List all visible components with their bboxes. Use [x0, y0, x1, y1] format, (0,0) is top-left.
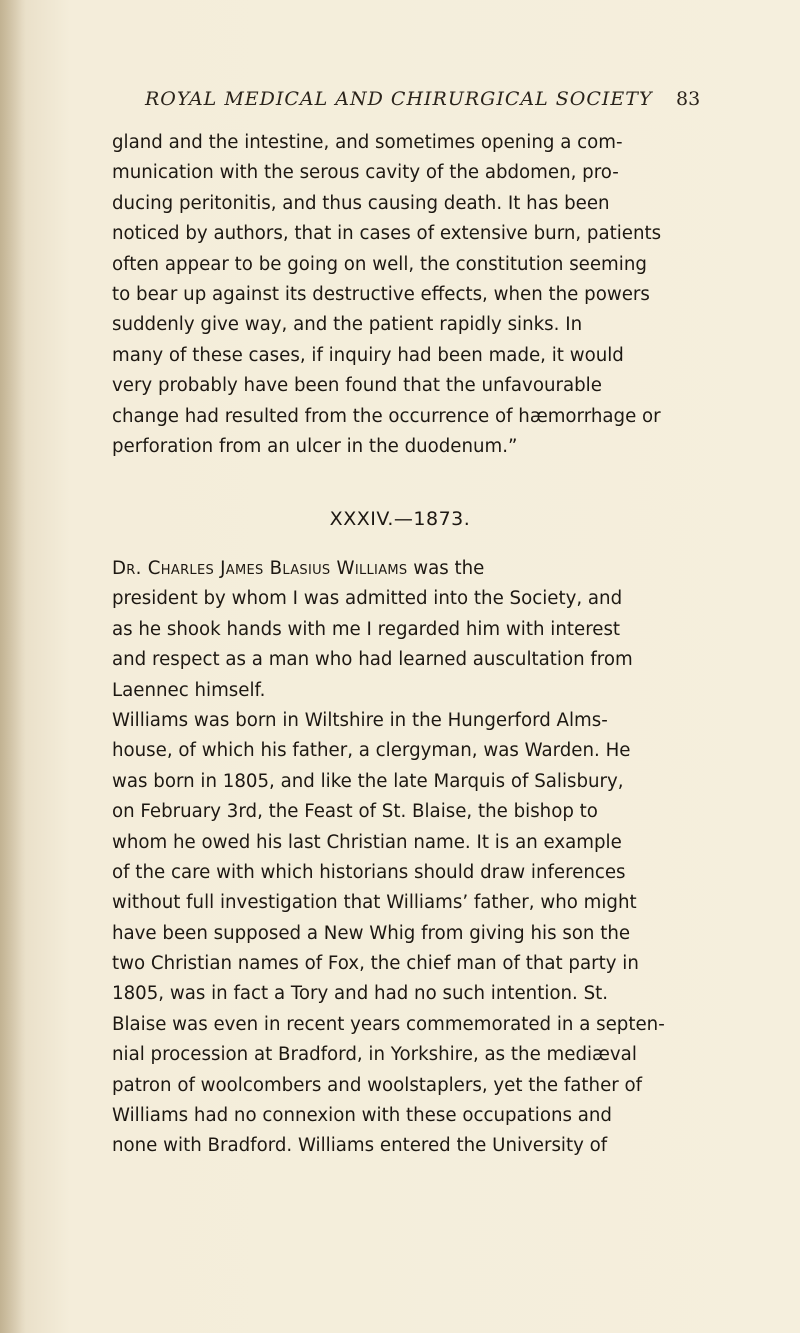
text-line: Laennec himself. — [112, 679, 266, 701]
text-line: suddenly give way, and the patient rapidly sinks. In — [112, 314, 583, 336]
section-heading: XXXIV.—1873. — [329, 508, 471, 530]
paragraph-williams — [112, 554, 712, 1162]
text-line: president by whom I was admitted into the Society, and — [112, 588, 623, 610]
text-line: gland and the intestine, and sometimes opening a com- — [112, 132, 623, 153]
text-line: as he shook hands with me I regarded him with interest — [112, 618, 621, 640]
text-line: Williams was born in Wiltshire in the Hungerford Alms- — [112, 709, 608, 731]
text-line: without full investigation that Williams’ father, who might — [112, 892, 637, 914]
text-line: Williams had no connexion with these occupations and — [112, 1105, 612, 1127]
text-line: many of these cases, if inquiry had been made, it would — [112, 344, 624, 366]
text-line: very probably have been found that the unfavourable — [112, 375, 602, 397]
page-header — [0, 88, 800, 118]
text-line: none with Bradford. Williams entered the University of — [112, 1135, 608, 1157]
text-line: on February 3rd, the Feast of St. Blaise, the bishop to — [112, 801, 598, 823]
text-line: change had resulted from the occurrence of hæmorrhage or — [112, 405, 661, 427]
text-line: two Christian names of Fox, the chief man of that party in — [112, 953, 639, 975]
text-line: and respect as a man who had learned auscultation from — [112, 649, 633, 671]
text-fragment: was the — [407, 558, 485, 579]
text-line: to bear up against its destructive effects, when the powers — [112, 283, 650, 305]
text-line — [112, 554, 712, 584]
running-head: ROYAL MEDICAL AND CHIRURGICAL SOCIETY — [145, 88, 653, 110]
text-line: 1805, was in fact a Tory and had no such intention. St. — [112, 983, 609, 1005]
text-line: patron of woolcombers and woolstaplers, yet the father of — [112, 1074, 643, 1096]
text-line: often appear to be going on well, the constitution seeming — [112, 253, 647, 275]
text-line: of the care with which historians should draw inferences — [112, 861, 626, 883]
text-line: perforation from an ulcer in the duodenum.” — [112, 435, 518, 457]
text-line: nial procession at Bradford, in Yorkshire, as the mediæval — [112, 1044, 637, 1066]
text-line: munication with the serous cavity of the abdomen, pro- — [112, 162, 619, 184]
page-gutter-shadow — [0, 0, 26, 1333]
paragraph-continued — [112, 128, 712, 462]
president-name: Dr. Charles James Blasius Williams — [112, 558, 408, 579]
text-line: was born in 1805, and like the late Marquis of Salisbury, — [112, 770, 624, 792]
text-line: house, of which his father, a clergyman, was Warden. He — [112, 740, 631, 762]
text-line: whom he owed his last Christian name. It is an example — [112, 831, 622, 853]
text-line: ducing peritonitis, and thus causing death. It has been — [112, 192, 610, 214]
page-number: 83 — [676, 88, 701, 110]
text-line: have been supposed a New Whig from giving his son the — [112, 922, 631, 944]
text-line: noticed by authors, that in cases of extensive burn, patients — [112, 223, 662, 245]
text-line: Blaise was even in recent years commemorated in a septen- — [112, 1013, 665, 1035]
